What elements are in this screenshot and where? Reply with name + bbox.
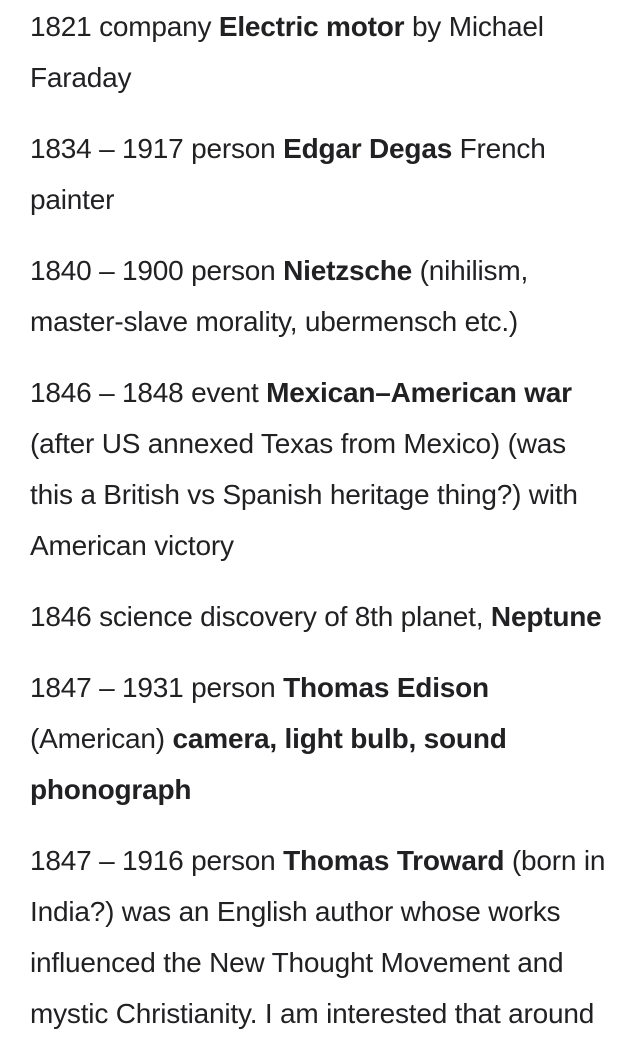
timeline-entry [30,367,613,571]
text-line [30,296,613,347]
bold-text-segment: Mexican–American war [266,377,572,408]
text-segment: 1840 – 1900 person [30,255,284,286]
text-line [30,367,613,418]
text-line [30,591,613,642]
text-segment: 1847 – 1931 person [30,672,284,703]
text-segment: 1847 – 1916 person [30,845,284,876]
bold-text-segment: Neptune [490,601,602,632]
text-line [30,835,613,886]
timeline-entry [30,245,613,347]
text-segment: (born in [504,845,606,876]
text-line [30,123,613,174]
text-segment: mystic Christianity. I am interested that around [30,998,595,1029]
text-line [30,418,613,469]
text-segment: (after US annexed Texas from Mexico) (was [30,428,566,459]
text-segment: (nihilism, [412,255,529,286]
text-segment: 1846 – 1848 event [30,377,267,408]
text-segment: this a British vs Spanish heritage thing?) with [30,479,578,510]
text-line [30,886,613,937]
text-segment: French [452,133,546,164]
text-segment: master-slave morality, ubermensch etc.) [30,306,519,337]
timeline-entry [30,591,613,642]
text-segment: 1821 company [30,11,219,42]
text-segment: influenced the New Thought Movement and [30,947,564,978]
bold-text-segment: Thomas Troward [283,845,505,876]
text-segment: American victory [30,530,234,561]
bold-text-segment: Electric motor [218,11,405,42]
text-line [30,662,613,713]
bold-text-segment: Thomas Edison [283,672,489,703]
text-line [30,937,613,988]
text-line [30,469,613,520]
text-segment: 1846 science discovery of 8th planet, [30,601,491,632]
text-segment: 1834 – 1917 person [30,133,284,164]
timeline-entry [30,662,613,815]
timeline-entry [30,123,613,225]
text-segment: by Michael [404,11,544,42]
text-line [30,520,613,571]
timeline-entry [30,835,613,1039]
text-segment: Faraday [30,62,132,93]
text-segment: painter [30,184,115,215]
text-line [30,52,613,103]
text-segment: (American) [30,723,173,754]
bold-text-segment: Edgar Degas [283,133,453,164]
text-segment: India?) was an English author whose works [30,896,561,927]
text-line [30,988,613,1039]
bold-text-segment: phonograph [30,774,192,805]
text-line [30,245,613,296]
text-line [30,764,613,815]
bold-text-segment: camera, light bulb, sound [172,723,507,754]
text-line [30,1,613,52]
bold-text-segment: Nietzsche [283,255,413,286]
text-line [30,713,613,764]
timeline-entry [30,1,613,103]
text-line [30,174,613,225]
